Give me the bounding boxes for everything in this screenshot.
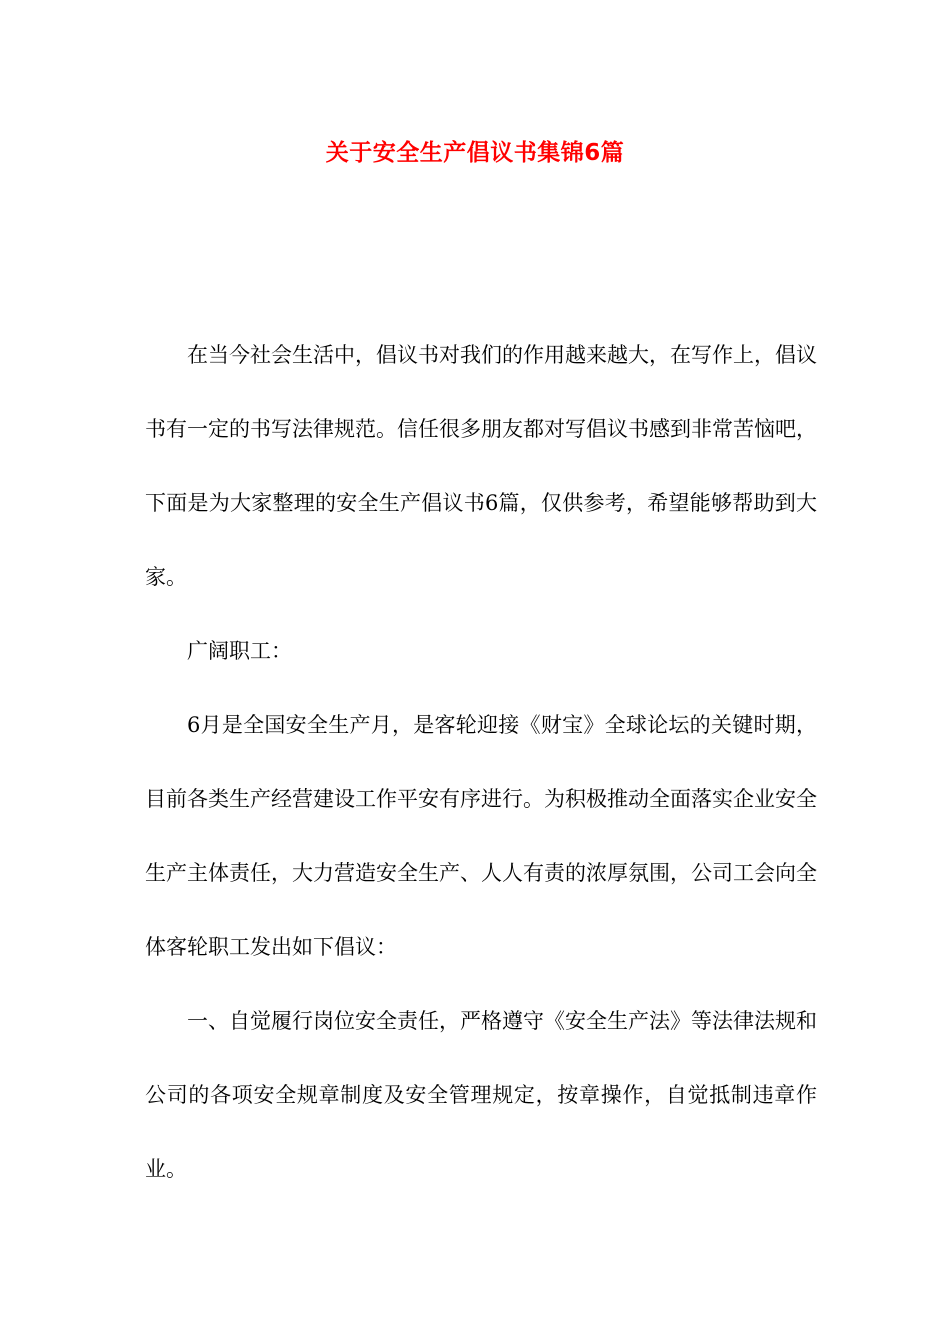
document-title: 关于安全生产倡议书集锦6篇 — [325, 140, 625, 166]
paragraph-intro: 在当今社会生活中，倡议书对我们的作用越来越大，在写作上，倡议书有一定的书写法律规范。信任很多朋友都对写倡议书感到非常苦恼吧，下面是为大家整理的安全生产倡议书6篇，仅供参考，希望能够帮助到大家。 — [145, 343, 817, 589]
paragraph-item-1: 一、自觉履行岗位安全责任，严格遵守《安全生产法》等法律法规和公司的各项安全规章制度及安全管理规定，按章操作，自觉抵制违章作业。 — [145, 1009, 817, 1181]
document-body — [145, 318, 817, 1206]
paragraph-salutation: 广阔职工： — [187, 639, 292, 663]
paragraph-context: 6月是全国安全生产月，是客轮迎接《财宝》全球论坛的关键时期，目前各类生产经营建设工作平安有序进行。为积极推动全面落实企业安全生产主体责任，大力营造安全生产、人人有责的浓厚氛围，公司工会向全体客轮职工发出如下倡议： — [145, 713, 817, 959]
